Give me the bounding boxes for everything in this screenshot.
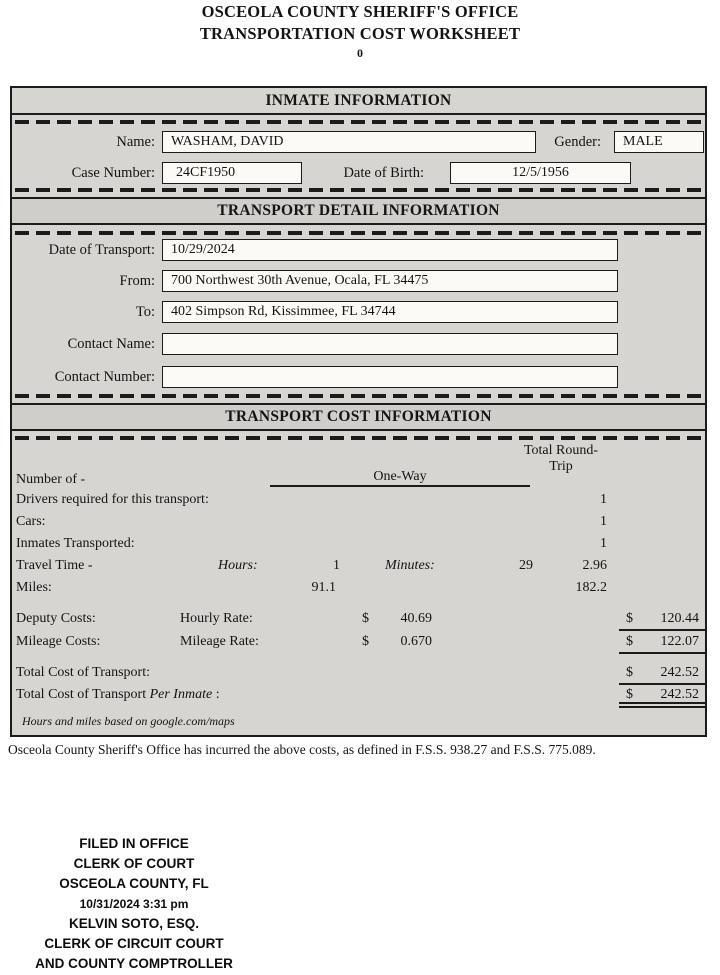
from-label: From: (119, 273, 155, 289)
hourly-rate-amount (362, 609, 432, 629)
currency-sign: $ (626, 687, 633, 702)
hourly-rate-value: 40.69 (400, 611, 432, 626)
dashed-divider (15, 436, 702, 440)
name-label: Name: (116, 134, 155, 150)
dashed-divider (15, 394, 702, 398)
deputy-costs-total (619, 609, 706, 629)
hours-label: Hours: (218, 558, 258, 573)
drivers-round-trip-value: 1 (600, 492, 607, 507)
total-cost-per-inmate-label: Total Cost of Transport Per Inmate : (16, 687, 220, 702)
to-label: To: (135, 304, 155, 320)
total-cost-per-inmate-row (12, 685, 705, 705)
contact-number-label: Contact Number: (54, 369, 155, 385)
stamp-date-line: 10/31/2024 3:31 pm (79, 897, 189, 911)
inmates-row (12, 534, 705, 554)
total-cost-per-inmate-value: 242.52 (660, 687, 699, 702)
stamp-line: KELVIN SOTO, ESQ. (68, 916, 200, 931)
stamp-line: AND COUNTY COMPTROLLER (35, 956, 233, 971)
minutes-value: 29 (519, 558, 533, 573)
double-underline (619, 702, 707, 708)
stamp-line: FILED IN OFFICE (79, 836, 189, 851)
cars-round-trip-value: 1 (600, 514, 607, 529)
deputy-costs-row (12, 609, 705, 629)
drivers-row (12, 490, 705, 510)
round-trip-header-line1: Total Round- (523, 443, 599, 458)
costs-incurred-statement: Osceola County Sheriff's Office has incurred the above costs, as defined in F.S.S. 938.27 and F.S.S. 775.089. (8, 742, 596, 757)
cars-row (12, 512, 705, 532)
deputy-costs-total-value: 120.44 (660, 611, 699, 626)
dashed-divider (15, 188, 702, 192)
round-trip-header-line2: Trip (549, 459, 573, 474)
currency-sign: $ (626, 611, 633, 626)
contact-number-field (162, 366, 618, 388)
stamp-line: OSCEOLA COUNTY, FL (59, 876, 209, 891)
from-field: 700 Northwest 30th Avenue, Ocala, FL 34475 (162, 270, 618, 292)
travel-time-row (12, 556, 705, 576)
total-cost-row (12, 663, 705, 683)
mileage-costs-row (12, 632, 705, 652)
date-of-birth-label: Date of Birth: (343, 165, 424, 181)
gender-label: Gender: (554, 134, 601, 150)
currency-sign: $ (362, 611, 369, 626)
drivers-label: Drivers required for this transport: (16, 492, 209, 507)
mileage-costs-total (619, 632, 706, 652)
worksheet-form (10, 86, 707, 737)
mileage-costs-total-value: 122.07 (660, 634, 699, 649)
miles-label: Miles: (16, 580, 52, 595)
currency-sign: $ (626, 634, 633, 649)
name-field: WASHAM, DAVID (162, 131, 536, 153)
document-title-line2: TRANSPORTATION COST WORKSHEET (199, 24, 521, 43)
case-number-label: Case Number: (71, 165, 155, 181)
contact-name-field (162, 333, 618, 355)
total-cost-label: Total Cost of Transport: (16, 665, 150, 680)
miles-row (12, 578, 705, 598)
cars-label: Cars: (16, 514, 46, 529)
filing-stamp (28, 834, 240, 974)
underline (619, 652, 707, 654)
case-number-field: 24CF1950 (162, 162, 302, 184)
hourly-rate-label: Hourly Rate: (180, 611, 253, 626)
mileage-rate-amount (362, 632, 432, 652)
total-cost-value: 242.52 (660, 665, 699, 680)
number-of-heading: Number of - (16, 472, 86, 487)
total-cost-amount (619, 663, 706, 683)
page-mark: 0 (357, 46, 363, 60)
underline (619, 629, 707, 631)
dashed-divider (15, 120, 702, 124)
date-of-birth-field: 12/5/1956 (450, 162, 631, 184)
section-title-transport-detail: TRANSPORT DETAIL INFORMATION (12, 197, 705, 225)
travel-time-round-trip-value: 2.96 (582, 558, 607, 573)
currency-sign: $ (362, 634, 369, 649)
mileage-costs-label: Mileage Costs: (16, 634, 101, 649)
travel-time-label: Travel Time - (16, 558, 93, 573)
miles-round-trip-value: 182.2 (575, 580, 607, 595)
dashed-divider (15, 231, 702, 235)
inmates-round-trip-value: 1 (600, 536, 607, 551)
mileage-rate-value: 0.670 (400, 634, 432, 649)
currency-sign: $ (626, 665, 633, 680)
contact-name-label: Contact Name: (67, 336, 155, 352)
footnote: Hours and miles based on google.com/maps (22, 714, 235, 728)
hours-value: 1 (333, 558, 340, 573)
miles-one-way-value: 91.1 (311, 580, 336, 595)
section-title-transport-cost: TRANSPORT COST INFORMATION (12, 403, 705, 431)
gender-field: MALE (614, 131, 704, 153)
date-of-transport-label: Date of Transport: (48, 242, 155, 258)
inmates-label: Inmates Transported: (16, 536, 135, 551)
deputy-costs-label: Deputy Costs: (16, 611, 96, 626)
stamp-line: CLERK OF CIRCUIT COURT (44, 936, 224, 951)
stamp-line: CLERK OF COURT (73, 856, 195, 871)
minutes-label: Minutes: (385, 558, 435, 573)
document-title-line1: OSCEOLA COUNTY SHERIFF'S OFFICE (201, 2, 519, 21)
mileage-rate-label: Mileage Rate: (180, 634, 259, 649)
one-way-column-header: One-Way (270, 468, 530, 487)
to-field: 402 Simpson Rd, Kissimmee, FL 34744 (162, 301, 618, 323)
section-title-inmate-information: INMATE INFORMATION (12, 88, 705, 115)
date-of-transport-field: 10/29/2024 (162, 239, 618, 261)
